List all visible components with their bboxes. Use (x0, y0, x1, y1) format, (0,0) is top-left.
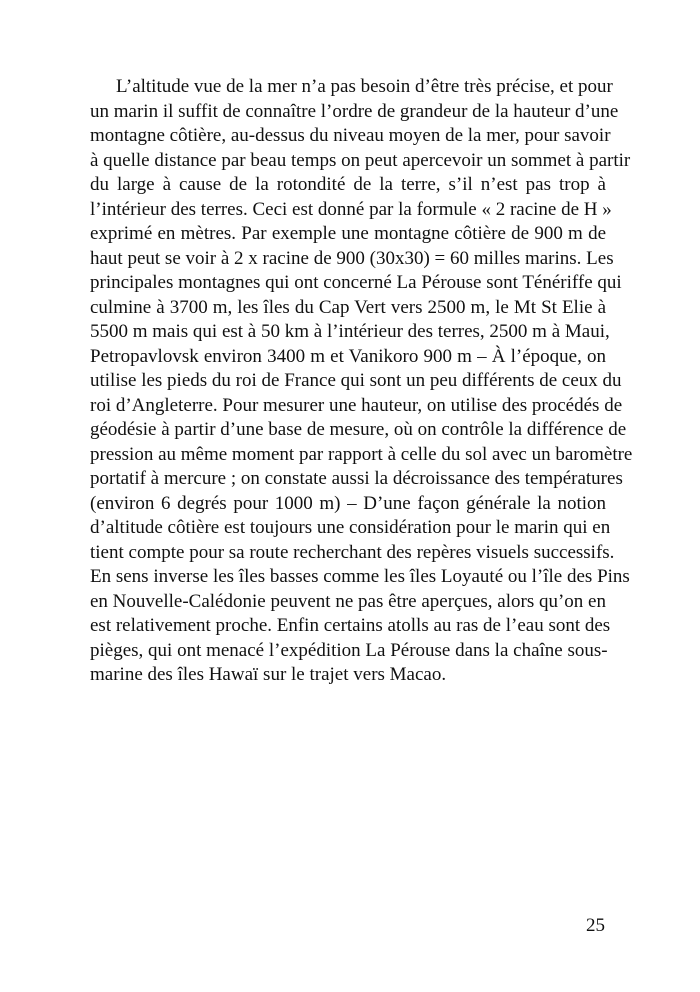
paragraph-line: l’intérieur des terres. Ceci est donné par la formule « 2 racine de H » (90, 198, 612, 220)
body-paragraph (90, 75, 633, 688)
paragraph-line: pièges, qui ont menacé l’expédition La Pérouse dans la chaîne sous- (90, 639, 608, 661)
paragraph-line: haut peut se voir à 2 x racine de 900 (30x30) = 60 milles marins. Les (90, 247, 614, 269)
paragraph-line: Petropavlovsk environ 3400 m et Vanikoro 900 m – À l’époque, on (90, 345, 606, 367)
paragraph-line: principales montagnes qui ont concerné La Pérouse sont Ténériffe qui (90, 272, 622, 293)
paragraph-line: à quelle distance par beau temps on peut apercevoir un sommet à partir (90, 149, 631, 171)
paragraph-line: roi d’Angleterre. Pour mesurer une hauteur, on utilise des procédés de (90, 394, 623, 416)
paragraph-line: géodésie à partir d’une base de mesure, où on contrôle la différence de (90, 419, 627, 440)
paragraph-line: un marin il suffit de connaître l’ordre de grandeur de la hauteur d’une (90, 100, 619, 122)
paragraph-line: tient compte pour sa route recherchant des repères visuels successifs. (90, 541, 615, 563)
paragraph-line: montagne côtière, au-dessus du niveau moyen de la mer, pour savoir (90, 125, 611, 146)
paragraph-line: d’altitude côtière est toujours une considération pour le marin qui en (90, 517, 611, 538)
paragraph-line: marine des îles Hawaï sur le trajet vers Macao. (90, 664, 447, 685)
paragraph-line: (environ 6 degrés pour 1000 m) – D’une façon générale la notion (90, 492, 606, 514)
paragraph-line: en Nouvelle-Calédonie peuvent ne pas être aperçues, alors qu’on en (90, 590, 606, 612)
paragraph-line: est relativement proche. Enfin certains atolls au ras de l’eau sont des (90, 615, 611, 636)
paragraph-line: L’altitude vue de la mer n’a pas besoin d’être très précise, et pour (116, 76, 613, 97)
paragraph-line: En sens inverse les îles basses comme les îles Loyauté ou l’île des Pins (90, 566, 630, 587)
paragraph-line: culmine à 3700 m, les îles du Cap Vert vers 2500 m, le Mt St Elie à (90, 296, 606, 318)
paragraph-line: exprimé en mètres. Par exemple une montagne côtière de 900 m de (90, 223, 606, 244)
paragraph-line: pression au même moment par rapport à celle du sol avec un baromètre (90, 443, 633, 465)
paragraph-line: portatif à mercure ; on constate aussi la décroissance des températures (90, 468, 623, 489)
page-number: 25 (586, 915, 605, 936)
paragraph-line: utilise les pieds du roi de France qui sont un peu différents de ceux du (90, 370, 622, 391)
paragraph-line: 5500 m mais qui est à 50 km à l’intérieur des terres, 2500 m à Maui, (90, 321, 610, 342)
paragraph-line: du large à cause de la rotondité de la terre, s’il n’est pas trop à (90, 174, 606, 195)
